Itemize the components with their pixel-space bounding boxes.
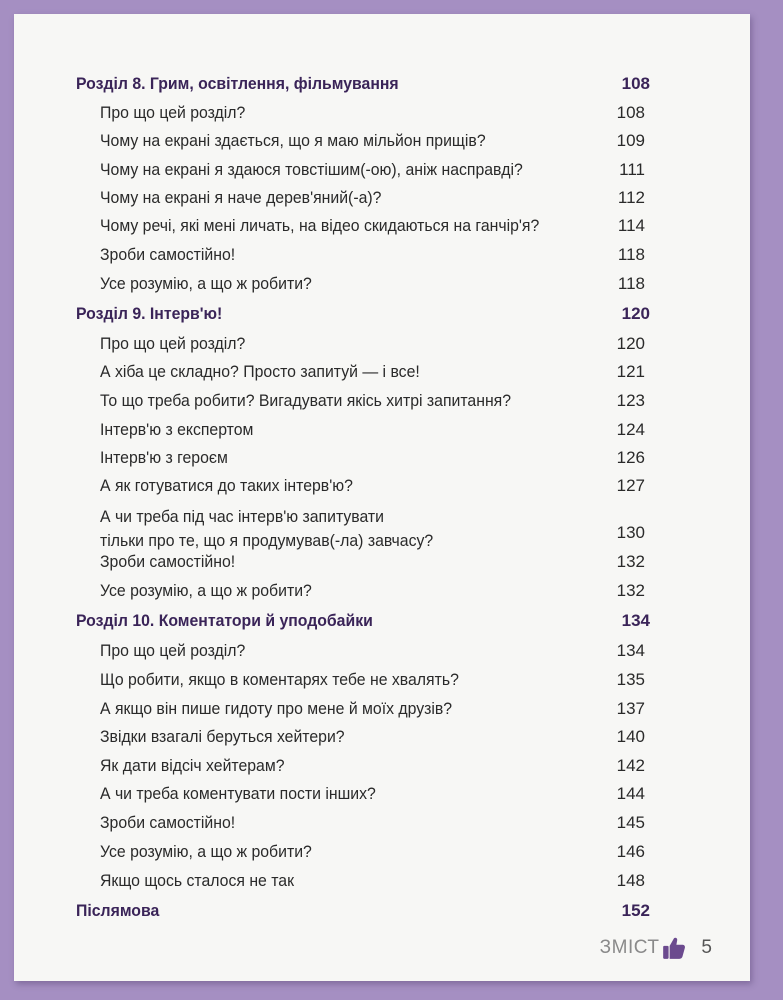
toc-item-title: Про що цей розділ? xyxy=(100,641,246,660)
toc-item-page: 134 xyxy=(616,641,645,660)
toc-item-page: 148 xyxy=(616,871,645,890)
thumbs-up-icon xyxy=(661,935,687,961)
toc-item-title: Що робити, якщо в коментарях тебе не хвалять? xyxy=(100,670,459,689)
toc-item-page: 144 xyxy=(616,784,645,803)
toc-section-title: Розділ 9. Інтерв'ю! xyxy=(76,304,223,323)
toc-item-page: 130 xyxy=(616,523,645,542)
toc-item-page: 140 xyxy=(616,727,645,746)
toc-item-title: А як готуватися до таких інтерв'ю? xyxy=(100,476,353,495)
toc-item-title: А хіба це складно? Просто запитуй — і все! xyxy=(100,362,420,381)
toc-item-page: 137 xyxy=(616,699,645,718)
toc-item-title: Про що цей розділ? xyxy=(100,334,246,353)
footer-label: ЗМІСТ xyxy=(599,937,660,958)
toc-item-title: Чому на екрані здається, що я маю мільйон прищів? xyxy=(100,131,486,150)
toc-item-title: А якщо він пише гидоту про мене й моїх друзів? xyxy=(100,699,453,718)
toc-item-page: 109 xyxy=(616,131,645,150)
toc-item-page: 127 xyxy=(616,476,645,495)
toc-item-page: 108 xyxy=(616,103,645,122)
toc-section-title: Розділ 8. Грим, освітлення, фільмування xyxy=(76,74,399,93)
toc-section-page: 120 xyxy=(621,304,650,323)
toc-item-title: Зроби самостійно! xyxy=(100,245,236,264)
toc-item-title: Усе розумію, а що ж робити? xyxy=(100,581,312,600)
toc-item-page: 114 xyxy=(617,216,645,235)
toc-item-title: То що треба робити? Вигадувати якісь хитрі запитання? xyxy=(100,391,512,410)
toc-item-page: 146 xyxy=(616,842,645,861)
toc-item-title: Якщо щось сталося не так xyxy=(100,871,295,890)
toc-item-page: 126 xyxy=(616,448,645,467)
toc-item-title: Чому на екрані я наче дерев'яний(-а)? xyxy=(100,188,382,207)
toc-item-title: Зроби самостійно! xyxy=(100,552,236,571)
toc-item-title-line-2: тільки про те, що я продумував(-ла) завчасу? xyxy=(100,531,434,550)
toc-item-title: Інтерв'ю з експертом xyxy=(100,420,254,439)
page-footer xyxy=(600,935,712,961)
toc-item-page: 132 xyxy=(616,581,645,600)
toc-item-page: 145 xyxy=(616,813,645,832)
toc-item-page: 118 xyxy=(617,274,645,293)
toc-item-page: 124 xyxy=(616,420,645,439)
toc-item-title: Звідки взагалі беруться хейтери? xyxy=(100,727,345,746)
toc-section-page: 134 xyxy=(621,611,650,630)
toc-item-title: Як дати відсіч хейтерам? xyxy=(100,756,285,775)
toc-item-title: Зроби самостійно! xyxy=(100,813,236,832)
toc-section-page: 108 xyxy=(621,74,650,93)
toc-item-title: Усе розумію, а що ж робити? xyxy=(100,274,312,293)
toc-item-title: Інтерв'ю з героєм xyxy=(100,448,228,467)
page-number: 5 xyxy=(701,937,712,958)
toc-item-title: А чи треба коментувати пости інших? xyxy=(100,784,376,803)
toc-item-title: Чому на екрані я здаюся товстішим(-ою), аніж насправді? xyxy=(100,160,523,179)
toc-item-page: 132 xyxy=(616,552,645,571)
toc-section-title: Післямова xyxy=(76,901,160,920)
toc-item-page: 112 xyxy=(617,188,645,207)
toc-item-title: Про що цей розділ? xyxy=(100,103,246,122)
toc-section-title: Розділ 10. Коментатори й уподобайки xyxy=(76,611,373,630)
toc-item-page: 135 xyxy=(616,670,645,689)
toc-item-title: Чому речі, які мені личать, на відео скидаються на ганчір'я? xyxy=(100,216,540,235)
toc-item-page: 120 xyxy=(616,334,645,353)
toc-item-page: 123 xyxy=(616,391,645,410)
book-page xyxy=(14,14,750,981)
toc-item-page: 111 xyxy=(619,160,645,179)
toc-item-page: 118 xyxy=(617,245,645,264)
toc-item-page: 142 xyxy=(616,756,645,775)
toc-item-page: 121 xyxy=(616,362,645,381)
toc-section-page: 152 xyxy=(621,901,650,920)
toc-item-title: Усе розумію, а що ж робити? xyxy=(100,842,312,861)
toc-item-title-line-1: А чи треба під час інтерв'ю запитувати xyxy=(100,507,385,526)
